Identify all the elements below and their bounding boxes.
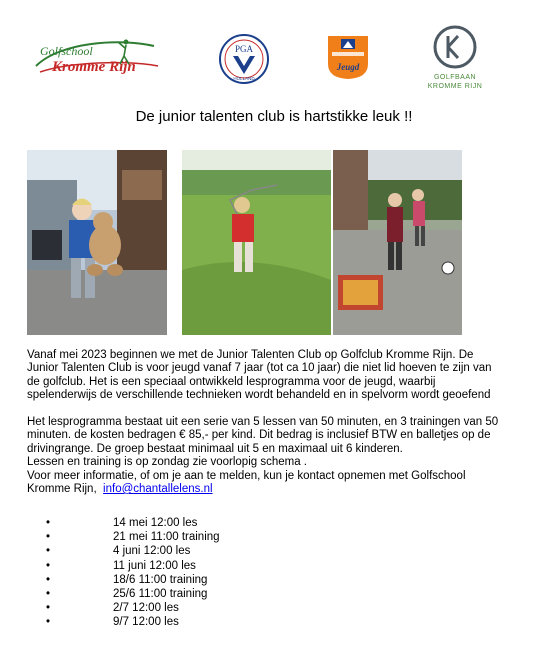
bullet-icon: • [46, 587, 51, 600]
intro-line-3: de golfclub. Het is een speciaal ontwikkeld lesprogramma voor de jeugd, waarbij [27, 375, 436, 388]
intro-line-1: Vanaf mei 2023 beginnen we met de Junior Talenten Club op Golfclub Kromme Rijn. De [27, 349, 474, 361]
photo-child-with-teddy-bear [27, 150, 167, 335]
bullet-icon: • [46, 616, 51, 629]
golfbaan-logo-line1: GOLFBAAN [433, 74, 477, 81]
golfschool-logo-line2: Kromme Rijn [52, 59, 136, 75]
photo-children-playing-golf-game [333, 150, 462, 335]
intro-line-4: spelenderwijs de verschillende technieken wordt behandeld en in spelvorm wordt geoefend [27, 389, 491, 402]
golfbaan-logo-line2: KROMME RIJN [427, 83, 483, 90]
bullet-icon: • [46, 573, 51, 586]
golfschool-logo [30, 36, 170, 80]
program-line-4: Lessen en training is op zondag zie voorlopig schema . [27, 456, 308, 469]
schedule-item-text: 18/6 11:00 training [113, 573, 208, 586]
program-line-1: Het lesprogramma bestaat uit een serie van 5 lessen van 50 minuten, en 3 trainingen van 50 [27, 416, 499, 428]
bullet-icon: • [46, 559, 51, 572]
schedule-item-text: 21 mei 11:00 training [113, 531, 220, 544]
golfbaan-kromme-rijn-logo [420, 24, 490, 96]
contact-prefix: Kromme Rijn, [27, 483, 97, 496]
schedule-item-text: 11 juni 12:00 les [113, 559, 196, 572]
schedule-item-text: 2/7 12:00 les [113, 602, 179, 615]
golfschool-logo-line1: Golfschool [40, 44, 93, 58]
pga-logo-top: PGA [234, 44, 254, 54]
schedule-item-text: 4 juni 12:00 les [113, 545, 191, 558]
contact-email-link[interactable]: info@chantallelens.nl [103, 483, 213, 496]
pga-logo-bottom: HOLLAND [233, 76, 255, 81]
program-line-3: drivingrange. De groep bestaat minimaal uit 5 en maximaal uit 6 kinderen. [27, 442, 403, 455]
program-line-6 [27, 483, 527, 496]
bullet-icon: • [46, 531, 51, 544]
program-line-2: minuten. de kosten bedragen € 85,- per kind. Dit bedrag is inclusief BTW en balletjes op de [27, 429, 491, 442]
jeugd-logo [326, 34, 370, 80]
pga-holland-logo [219, 34, 269, 84]
program-paragraph [27, 416, 527, 496]
jeugd-logo-label: Jeugd [336, 62, 360, 72]
page-title: De junior talenten club is hartstikke leuk !! [135, 108, 413, 125]
schedule-item-text: 14 mei 12:00 les [113, 517, 198, 529]
bullet-icon: • [46, 602, 51, 615]
intro-paragraph [27, 349, 527, 403]
intro-line-2: Junior Talenten Club is voor jeugd vanaf 7 jaar (tot ca 10 jaar) die niet lid hoeven te zijn van [27, 362, 492, 375]
program-line-5: Voor meer informatie, of om je aan te melden, kun je kontact opnemen met Golfschool [27, 469, 466, 482]
bullet-icon: • [46, 545, 51, 558]
bullet-icon: • [46, 517, 51, 529]
schedule-item-text: 9/7 12:00 les [113, 616, 179, 629]
schedule-item-text: 25/6 11:00 training [113, 587, 208, 600]
photo-child-swinging-golf-club [182, 150, 331, 335]
